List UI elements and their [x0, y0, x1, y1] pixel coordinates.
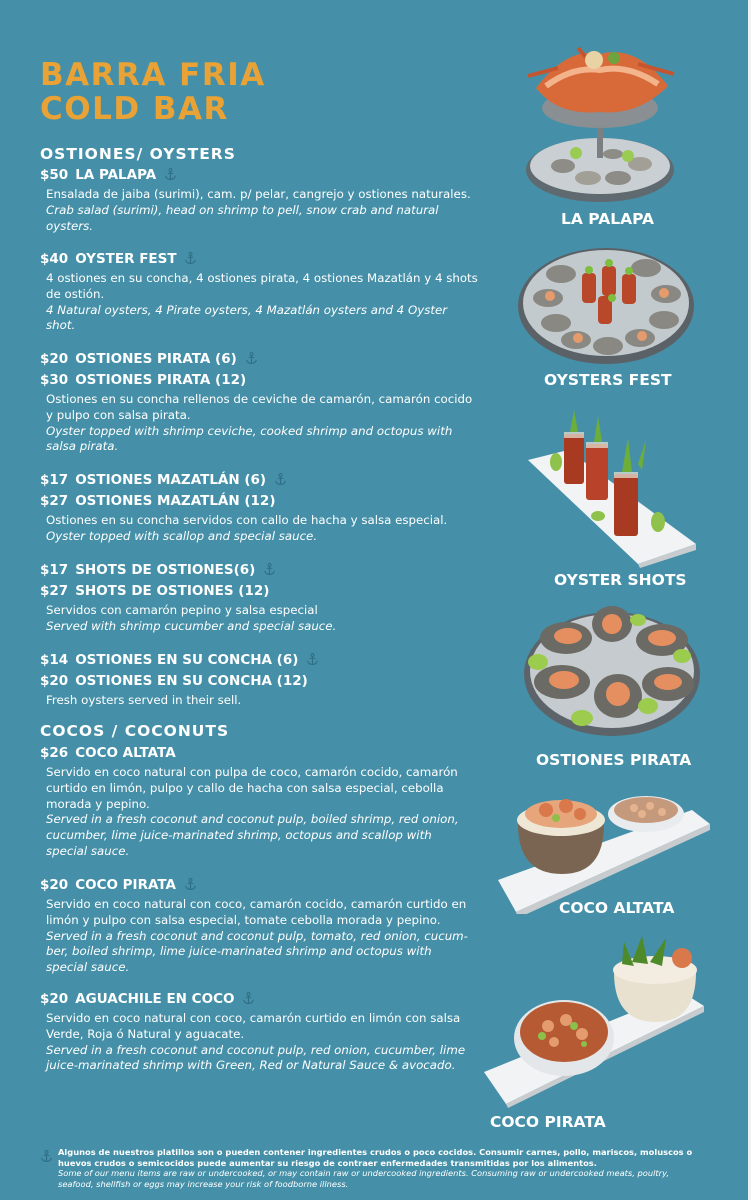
item-title-line [40, 249, 480, 270]
item-title-line [40, 349, 480, 370]
item-desc-es: Ensalada de jaiba (surimi), cam. p/ pelar, cangrejo y ostiones naturales. [46, 187, 471, 201]
item-desc-es: Ostiones en su concha servidos con callo de hacha y salsa especial. [46, 513, 448, 527]
item-desc-en: Served with shrimp cucumber and special sauce. [46, 618, 337, 633]
item-desc-es: Servido en coco natural con coco, camarón curtido en limón con salsa Verde, Roja ó Natural y aguacate. [46, 1011, 461, 1041]
disclaimer-es: Algunos de nuestros platillos son o pueden contener ingredientes crudos o poco cocidos. Consumir carnes, pollo, mariscos, moluscos o huevos crudos o semicocidos puede aumentar su riesgo de contraer enfermedades transmitidas por los alimentos. [58, 1147, 693, 1168]
menu-item-la-palapa [40, 165, 480, 234]
photo-caption-la-palapa: LA PALAPA [561, 210, 655, 228]
oyster-platter-photo [516, 238, 696, 368]
item-desc-en: Served in a fresh coconut and coconut pulp, tomato, red onion, cucum-ber, boiled shrimp, lime juice-marinated shrimp and octopus with special sauce. [46, 928, 468, 975]
item-name: SHOTS DE OSTIONES(6) [75, 562, 256, 578]
item-description [46, 271, 480, 334]
item-price: $30 [40, 372, 69, 388]
item-title-line [40, 165, 480, 186]
anchor-icon [40, 1150, 53, 1163]
item-description [46, 693, 480, 709]
item-desc-en: Oyster topped with scallop and special sauce. [46, 528, 318, 543]
menu-item-shots-de-ostiones [40, 560, 480, 635]
anchor-icon [184, 878, 197, 891]
coconuts-section-heading: COCOS / COCONUTS [40, 722, 230, 740]
item-name: COCO ALTATA [75, 745, 176, 761]
item-title-line [40, 989, 480, 1010]
menu-item-ostiones-mazatlan [40, 470, 480, 545]
item-name: SHOTS DE OSTIONES (12) [75, 583, 270, 599]
item-price: $20 [40, 351, 69, 367]
oysters-section-heading: OSTIONES/ OYSTERS [40, 145, 236, 163]
anchor-icon [242, 992, 255, 1005]
item-price: $20 [40, 991, 69, 1007]
anchor-icon [164, 168, 177, 181]
item-desc-es: Servidos con camarón pepino y salsa especial [46, 603, 318, 617]
photo-caption-ostiones-pirata: OSTIONES PIRATA [536, 751, 692, 769]
item-price: $20 [40, 877, 69, 893]
item-title-line [40, 581, 480, 602]
item-name: OSTIONES MAZATLÁN (6) [75, 472, 267, 488]
item-desc-es: Ostiones en su concha rellenos de ceviche de camarón, camarón cocido y pulpo con salsa pirata. [46, 392, 473, 422]
menu-item-ostiones-en-su-concha [40, 650, 480, 709]
menu-title-es: BARRA FRIA [40, 57, 266, 93]
item-name: OSTIONES PIRATA (12) [75, 372, 247, 388]
anchor-icon [306, 653, 319, 666]
menu-item-ostiones-pirata [40, 349, 480, 455]
item-title-line [40, 743, 480, 764]
item-title-line [40, 470, 480, 491]
item-desc-en: Served in a fresh coconut and coconut pulp, red onion, cucumber, lime juice-marinated shrimp with Green, Red or Natural Sauce & avocado. [46, 1042, 466, 1073]
item-name: OSTIONES EN SU CONCHA (12) [75, 673, 308, 689]
photo-caption-oyster-shots: OYSTER SHOTS [554, 571, 687, 589]
item-title-line [40, 370, 480, 391]
pirate-oysters-photo [522, 596, 702, 744]
item-name: OSTIONES PIRATA (6) [75, 351, 237, 367]
item-description [46, 765, 476, 860]
anchor-icon [184, 252, 197, 265]
item-price: $20 [40, 673, 69, 689]
item-desc-en: Served in a fresh coconut and coconut pulp, boiled shrimp, red onion, cucumber, lime juice-marinated shrimp, octopus and scallop with special sauce. [46, 812, 459, 858]
item-name: AGUACHILE EN COCO [75, 991, 235, 1007]
item-description [46, 392, 480, 455]
disclaimer-en: Some of our menu items are raw or undercooked, or may contain raw or undercooked ingredients. Consuming raw or undercooked meats, poultry, seafood, shellfish or eggs may increase your risk of foodborne illness. [58, 1168, 669, 1189]
item-price: $40 [40, 251, 69, 267]
photo-caption-oysters-fest: OYSTERS FEST [544, 371, 672, 389]
item-desc-en: 4 Natural oysters, 4 Pirate oysters, 4 Mazatlán oysters and 4 Oyster shot. [46, 302, 448, 333]
item-description [46, 187, 480, 234]
anchor-icon [245, 352, 258, 365]
oyster-shots-photo [528, 404, 698, 568]
item-name: COCO PIRATA [75, 877, 176, 893]
item-title-line [40, 560, 480, 581]
item-description [46, 897, 476, 976]
menu-title [40, 58, 266, 126]
item-title-line [40, 671, 480, 692]
item-desc-en: Fresh oysters served in their sell. [46, 693, 242, 707]
item-price: $27 [40, 583, 69, 599]
item-title-line [40, 491, 480, 512]
menu-item-aguachile-en-coco [40, 989, 480, 1074]
item-description [46, 603, 480, 635]
item-name: OYSTER FEST [75, 251, 177, 267]
item-price: $14 [40, 652, 69, 668]
anchor-icon [274, 473, 287, 486]
anchor-icon [263, 563, 276, 576]
item-description [46, 513, 480, 545]
menu-title-en: COLD BAR [40, 91, 229, 127]
item-name: OSTIONES MAZATLÁN (12) [75, 493, 276, 509]
item-price: $26 [40, 745, 69, 761]
menu-item-coco-altata [40, 743, 480, 860]
menu-item-coco-pirata [40, 875, 480, 976]
item-title-line [40, 875, 480, 896]
item-desc-es: Servido en coco natural con pulpa de coco, camarón cocido, camarón curtido en limón, pulpo y callo de hacha con salsa especial, cebolla morada y pepino. [46, 765, 458, 811]
item-price: $17 [40, 472, 69, 488]
item-desc-en: Crab salad (surimi), head on shrimp to pell, snow crab and natural oysters. [46, 202, 439, 233]
item-name: LA PALAPA [75, 167, 157, 183]
item-price: $50 [40, 167, 69, 183]
item-description [46, 1011, 476, 1074]
item-desc-es: Servido en coco natural con coco, camarón cocido, camarón curtido en limón y pulpo con salsa especial, tomate cebolla morada y pepino. [46, 897, 467, 927]
item-title-line [40, 650, 480, 671]
seafood-tower-photo [518, 38, 678, 208]
health-disclaimer [40, 1147, 700, 1189]
photo-caption-coco-pirata: COCO PIRATA [490, 1113, 606, 1131]
item-price: $27 [40, 493, 69, 509]
item-name: OSTIONES EN SU CONCHA (6) [75, 652, 299, 668]
menu-item-oyster-fest [40, 249, 480, 334]
item-desc-en: Oyster topped with shrimp ceviche, cooked shrimp and octopus with salsa pirata. [46, 423, 453, 454]
item-desc-es: 4 ostiones en su concha, 4 ostiones pirata, 4 ostiones Mazatlán y 4 shots de ostión. [46, 271, 478, 301]
coconut-bowl-photo [482, 932, 712, 1108]
photo-caption-coco-altata: COCO ALTATA [559, 899, 675, 917]
item-price: $17 [40, 562, 69, 578]
coconut-ceviche-photo [496, 784, 712, 914]
